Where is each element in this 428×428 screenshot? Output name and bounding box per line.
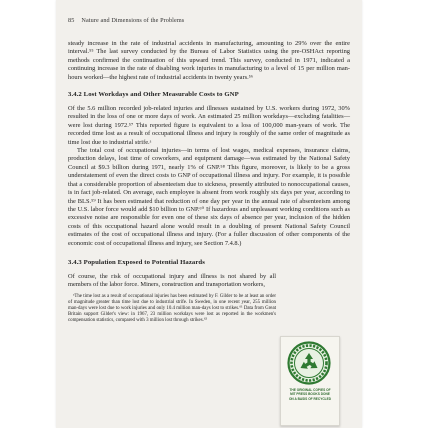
body-paragraph: The total cost of occupational injuries—in terms of lost wages, medical expenses, insurance claims, production delays, lost time of coworkers, and equipment damage—was estimated by the National Safety Council at $9.3 billion during 1971, nearly 1% of GNP.⁵⁸ This figure, moreover, is likely to be a gross understatement of even the direct costs to GNP of occupational illness and injury. For example, it is possible that a considerable proportion of absenteeism due to sickness, presently attributed to nonoccupational causes, is in fact job-related. On average, each employee is absent from work roughly six days per year, according to the BLS.⁵⁹ It has been estimated that reduction of one day per year in the annual rate of absenteeism among the U.S. labor force would add $10 billion to GNP.⁶⁰ If hazardous and unpleasant working conditions such as excessive noise are responsible for even one of these six days of absence per year, inclusion of the hidden costs of this occupational hazard alone would result in a doubling of present National Safety Council estimates of the cost of occupational illness and injury. (For a fuller discussion of other components of the economic cost of occupational illness and injury, see Section 7.4.8.) (68, 147, 350, 247)
recycling-seal-icon (287, 341, 331, 385)
running-head-title: Nature and Dimensions of the Problems (81, 17, 185, 24)
sticker-line: THE ORIGINAL COPIES OF (289, 388, 331, 392)
sticker-line: ON A BASIS OF RECYCLED (288, 396, 332, 401)
running-head (68, 17, 184, 24)
section-heading-3-4-2: 3.4.2 Lost Workdays and Other Measurable Costs to GNP (68, 91, 239, 99)
body-paragraph: Of the 5.6 million recorded job-related injuries and illnesses sustained by U.S. workers during 1972, 30% resulted in the loss of one or more days of work. An estimated 25 million workdays—excluding fatalities—were lost during 1972.⁵⁷ This reported figure is equivalent to a loss of 100,000 man-years of work. The recorded time lost as a result of occupational illness and injury is roughly of the same order of magnitude as time lost due to industrial strife.ᵃ (68, 105, 350, 146)
intro-paragraph: steady increase in the rate of industrial accidents in manufacturing, amounting to 29% over the entire interval.⁵⁵ The last survey conducted by the Bureau of Labor Statistics using the pre-OSHAct reporting methods confirmed the continuation of this upward trend. This survey, conducted in 1971, indicated a continuing increase in the rate of disabling work injuries in manufacturing to a level of 15 per million man-hours worked—the highest rate of industrial accidents in twenty years.⁵⁶ (68, 40, 350, 81)
page-number: 85 (68, 17, 75, 24)
recycled-paper-sticker (280, 336, 340, 426)
book-page (56, 0, 362, 428)
body-paragraph: Of course, the risk of occupational injury and illness is not shared by all members of the labor force. Miners, construction and transportation workers, (68, 272, 276, 289)
page-content (68, 40, 350, 324)
section-heading-3-4-3: 3.4.3 Population Exposed to Potential Hazards (68, 258, 205, 266)
sticker-line: MIT PRESS BOOKS DONE (290, 392, 330, 397)
footnotes (68, 294, 276, 324)
footnote: ᵃThe time lost as a result of occupational injuries has been estimated by F. Gilder to be at least an order of magnitude greater than time lost due to industrial strife. In Sweden, in one recent year, 255 million man-days were lost due to work injuries and only 10.4 million man-days lost to strikes.⁶¹ Data from Great Britain support Gilder's view: in 1967, 23 million workdays were lost as reported in the workmen's compensation statistics, compared with 3 million lost through strikes.⁶² (68, 293, 276, 324)
sticker-text (284, 388, 336, 401)
